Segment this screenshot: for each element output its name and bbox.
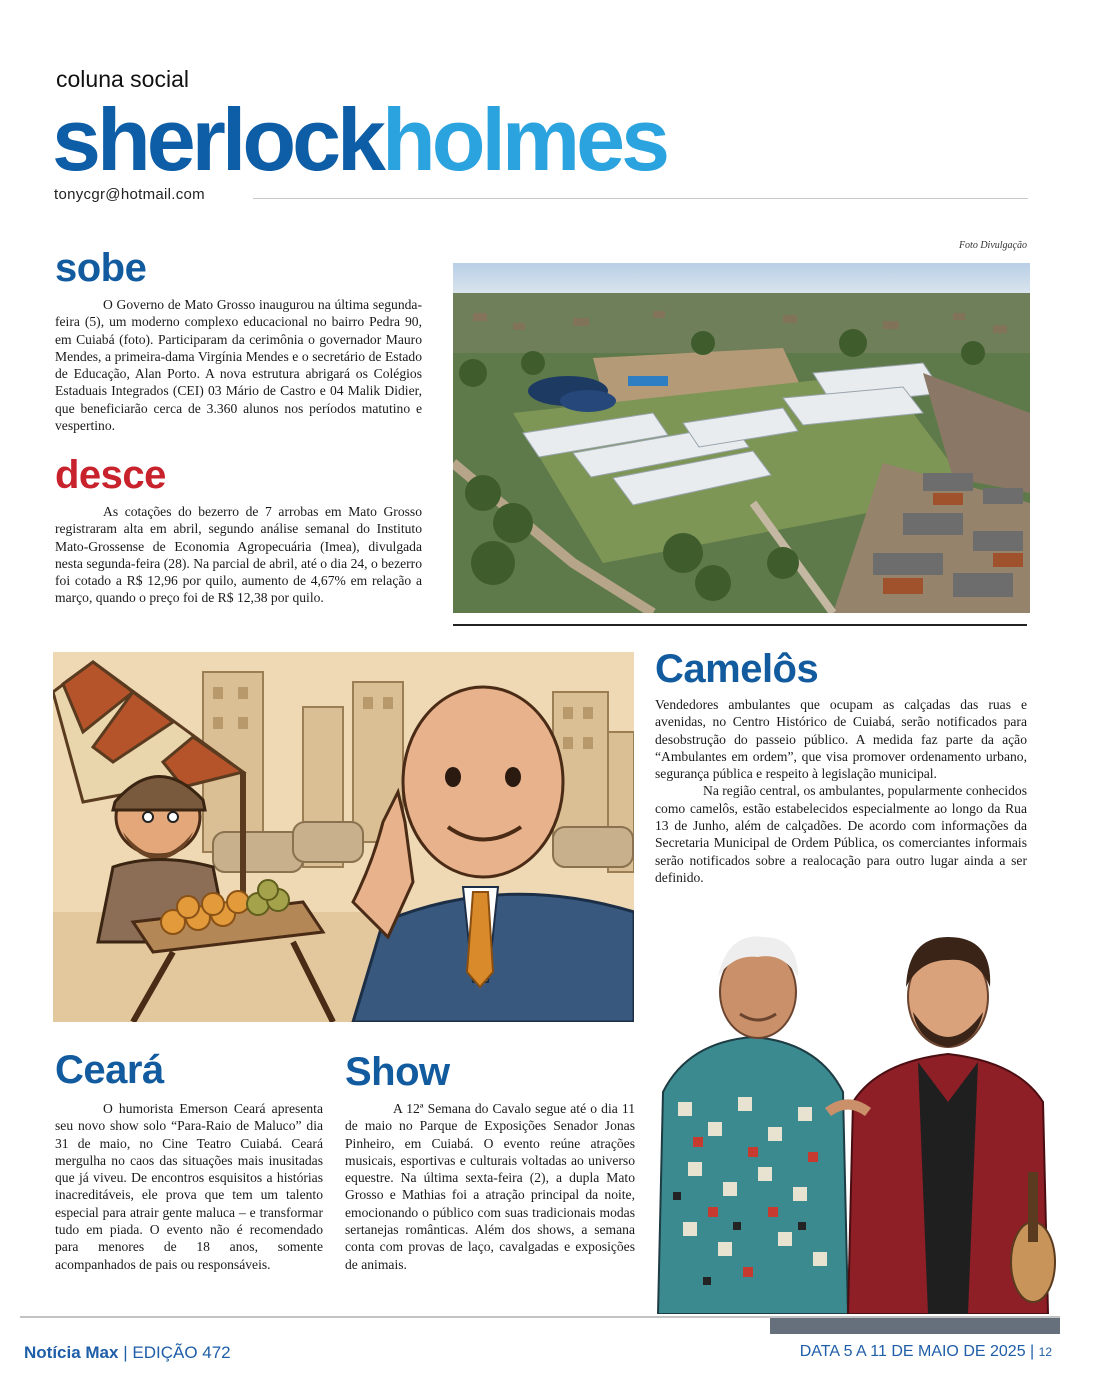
sobe-article (55, 296, 422, 434)
masthead-part-2: holmes (381, 90, 667, 189)
show-paragraph: A 12ª Semana do Cavalo segue até o dia 11 de maio no Parque de Exposições Senador Jonas Pinheiro, em Cuiabá. O evento reúne atrações musicais, esportivas e culturais voltadas ao universo equestre. Na última sexta-feira (2), a dupla Mato Grosso e Mathias foi a atração principal da noite, emocionando o público com suas tradicionais modas sertanejas românticas. Além dos shows, a semana conta com provas de laço, cavalgadas e exposições de animais. (345, 1101, 635, 1272)
aerial-photo-school-complex (453, 263, 1030, 613)
ceara-heading: Ceará (55, 1048, 164, 1092)
duo-photo-illustration (648, 922, 1060, 1314)
photo-mato-grosso-e-mathias (648, 922, 1060, 1314)
column-kicker: coluna social (56, 66, 189, 92)
camelos-heading: Camelôs (655, 647, 819, 691)
footer-brand: Notícia Max (24, 1343, 119, 1362)
footer-edition: EDIÇÃO 472 (132, 1343, 231, 1362)
footer-brand-edition: Notícia Max | EDIÇÃO 472 (24, 1343, 231, 1362)
aerial-photo-illustration (453, 263, 1030, 613)
desce-article (55, 503, 422, 607)
page-number: 12 (1038, 1345, 1052, 1359)
ceara-article (55, 1100, 323, 1273)
cartoon-illustration (53, 652, 634, 1022)
desce-paragraph: As cotações do bezerro de 7 arrobas em Mato Grosso registraram alta em abril, segundo análise semanal do Instituto Mato-Grossense de Economia Agropecuária (Imea), divulgada nesta segunda-feira (28). Na parcial de abril, até o dia 24, o bezerro foi cotado a R$ 12,96 por quilo, aumento de 4,67% em relação a março, quando o preço foi de R$ 12,38 por quilo. (55, 504, 422, 606)
camelos-paragraph-1: Vendedores ambulantes que ocupam as calçadas das ruas e avenidas, no Centro Histórico de Cuiabá, serão notificados para desobstrução do passeio público. A medida faz parte da ação “Ambulantes em ordem”, que visa promover ordenamento urbano, segurança pública e respeito à legislação municipal. (655, 697, 1027, 782)
sobe-paragraph: O Governo de Mato Grosso inaugurou na última segunda-feira (5), um moderno complexo educacional no bairro Pedra 90, em Cuiabá (foto). Participaram da cerimônia o governador Mauro Mendes, a primeira-dama Virgínia Mendes e o secretário de Estado de Educação, Alan Porto. A nova estrutura abrigará os Colégios Estaduais Integrados (CEI) 03 Mário de Castro e 04 Malik Didier, que beneficiarão cerca de 3.360 alunos nos períodos matutino e vespertino. (55, 297, 422, 434)
cartoon-street-vendor-illustration (53, 652, 634, 1022)
show-article (345, 1100, 635, 1273)
footer-date-page: DATA 5 A 11 DE MAIO DE 2025 | 12 (799, 1343, 1052, 1360)
masthead-title (52, 90, 667, 189)
show-heading: Show (345, 1050, 450, 1094)
camelos-paragraph-2: Na região central, os ambulantes, popularmente conhecidos como camelôs, estão estabelecidos especialmente ao longo da Rua 13 de Junho, além de calçadões. De acordo com informações da Secretaria Municipal de Ordem Pública, os comerciantes informais serão notificados sobre a realocação para outro lugar ainda a ser definido. (655, 783, 1027, 885)
sobe-heading: sobe (55, 246, 147, 290)
photo-underline (453, 624, 1027, 626)
footer-date: DATA 5 A 11 DE MAIO DE 2025 (799, 1343, 1026, 1360)
photo-credit: Foto Divulgação (958, 240, 1027, 251)
masthead-part-1: sherlock (52, 90, 382, 189)
desce-heading: desce (55, 453, 166, 497)
camelos-article (655, 696, 1027, 886)
author-email[interactable]: tonycgr@hotmail.com (54, 186, 205, 203)
ceara-paragraph: O humorista Emerson Ceará apresenta seu novo show solo “Para-Raio de Maluco” dia 31 de maio, no Cine Teatro Cuiabá. Ceará mergulha no caos das situações mais inusitadas que já viveu. De encontros esquisitos a histórias inacreditáveis, ele prova que tem um talento especial para atrair gente maluca – e transformar tudo em piada. O evento não é recomendado para menores de 18 anos, somente acompanhados de pais ou responsáveis. (55, 1101, 323, 1272)
header-divider (253, 198, 1028, 199)
footer-band (770, 1318, 1060, 1334)
